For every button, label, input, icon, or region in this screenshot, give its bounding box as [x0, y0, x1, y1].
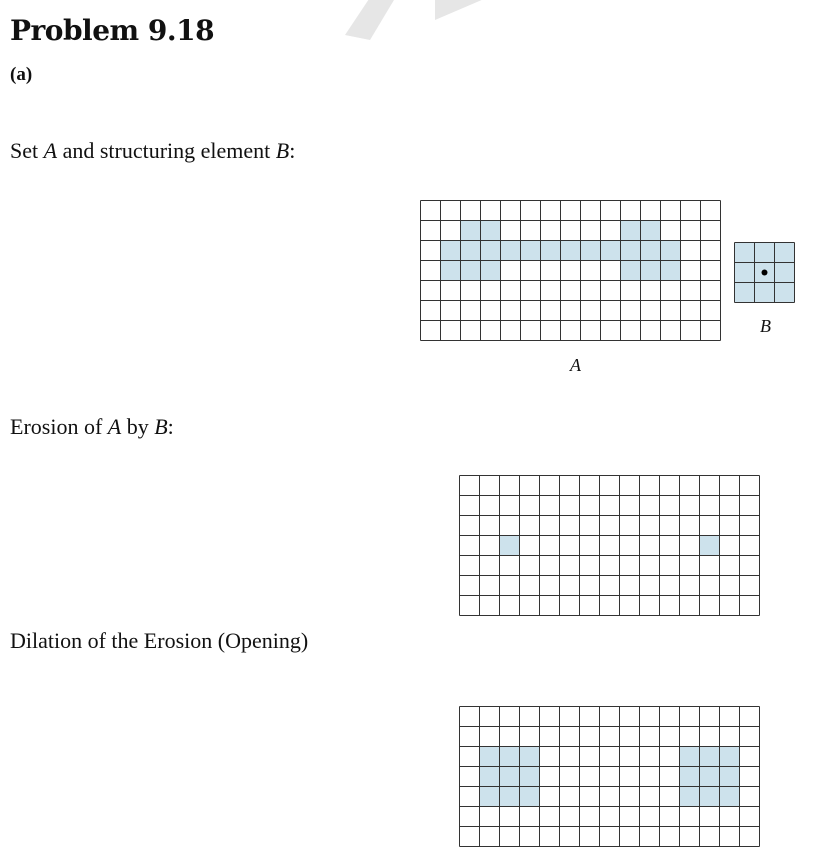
- filled-cell: [501, 241, 521, 261]
- filled-cell: [775, 243, 795, 263]
- filled-cell: [755, 283, 775, 303]
- filled-cell: [720, 787, 740, 807]
- page-title: Problem 9.18: [10, 14, 215, 47]
- filled-cell: [461, 241, 481, 261]
- filled-cell: [700, 787, 720, 807]
- filled-cell: [461, 221, 481, 241]
- filled-cell: [700, 536, 720, 556]
- filled-cell: [680, 767, 700, 787]
- filled-cell: [500, 787, 520, 807]
- filled-cell: [520, 747, 540, 767]
- label-text: :: [167, 414, 174, 439]
- filled-cell: [641, 221, 661, 241]
- label-text: by: [121, 414, 155, 439]
- filled-cell: [775, 263, 795, 283]
- filled-cell: [541, 241, 561, 261]
- grid-set-a: [420, 200, 725, 350]
- section-label-opening: [10, 628, 308, 654]
- filled-cell: [700, 747, 720, 767]
- filled-cell: [520, 767, 540, 787]
- label-text: :: [289, 138, 296, 163]
- filled-cell: [481, 241, 501, 261]
- filled-cell: [500, 747, 520, 767]
- filled-cell: [735, 243, 755, 263]
- math-variable: B: [275, 138, 290, 163]
- part-label: (a): [10, 64, 33, 85]
- filled-cell: [720, 767, 740, 787]
- section-label-set: [10, 138, 295, 164]
- filled-cell: [480, 747, 500, 767]
- filled-cell: [481, 261, 501, 281]
- filled-cell: [680, 747, 700, 767]
- filled-cell: [641, 241, 661, 261]
- filled-cell: [561, 241, 581, 261]
- filled-cell: [735, 283, 755, 303]
- filled-cell: [680, 787, 700, 807]
- filled-cell: [441, 261, 461, 281]
- filled-cell: [720, 747, 740, 767]
- caption-b: B: [760, 316, 771, 336]
- math-variable: A: [107, 414, 122, 439]
- filled-cell: [621, 241, 641, 261]
- filled-cell: [621, 261, 641, 281]
- math-variable: B: [154, 414, 168, 439]
- section-label-erosion: [10, 414, 174, 440]
- figure-opening: [459, 706, 764, 856]
- label-text: Erosion of: [10, 414, 108, 439]
- figure-structuring-element-b: [734, 242, 800, 336]
- filled-cell: [441, 241, 461, 261]
- filled-cell: [661, 261, 681, 281]
- math-variable: A: [43, 138, 58, 163]
- filled-cell: [661, 241, 681, 261]
- figure-set-a: [420, 200, 725, 375]
- figure-erosion: [459, 475, 764, 625]
- label-text: and structuring element: [57, 138, 276, 163]
- grid-opening: [459, 706, 764, 852]
- origin-dot: [762, 270, 768, 276]
- filled-cell: [621, 221, 641, 241]
- filled-cell: [700, 767, 720, 787]
- filled-cell: [480, 787, 500, 807]
- filled-cell: [755, 243, 775, 263]
- filled-cell: [521, 241, 541, 261]
- caption-a: A: [570, 355, 581, 375]
- filled-cell: [500, 767, 520, 787]
- filled-cell: [481, 221, 501, 241]
- filled-cell: [601, 241, 621, 261]
- filled-cell: [500, 536, 520, 556]
- filled-cell: [775, 283, 795, 303]
- grid-structuring-element-b: [734, 242, 800, 308]
- filled-cell: [581, 241, 601, 261]
- watermark-mark: [330, 0, 520, 70]
- label-text: Dilation of the Erosion (Opening): [10, 628, 309, 653]
- label-text: Set: [10, 138, 44, 163]
- filled-cell: [461, 261, 481, 281]
- filled-cell: [480, 767, 500, 787]
- filled-cell: [735, 263, 755, 283]
- filled-cell: [641, 261, 661, 281]
- filled-cell: [520, 787, 540, 807]
- grid-erosion: [459, 475, 764, 621]
